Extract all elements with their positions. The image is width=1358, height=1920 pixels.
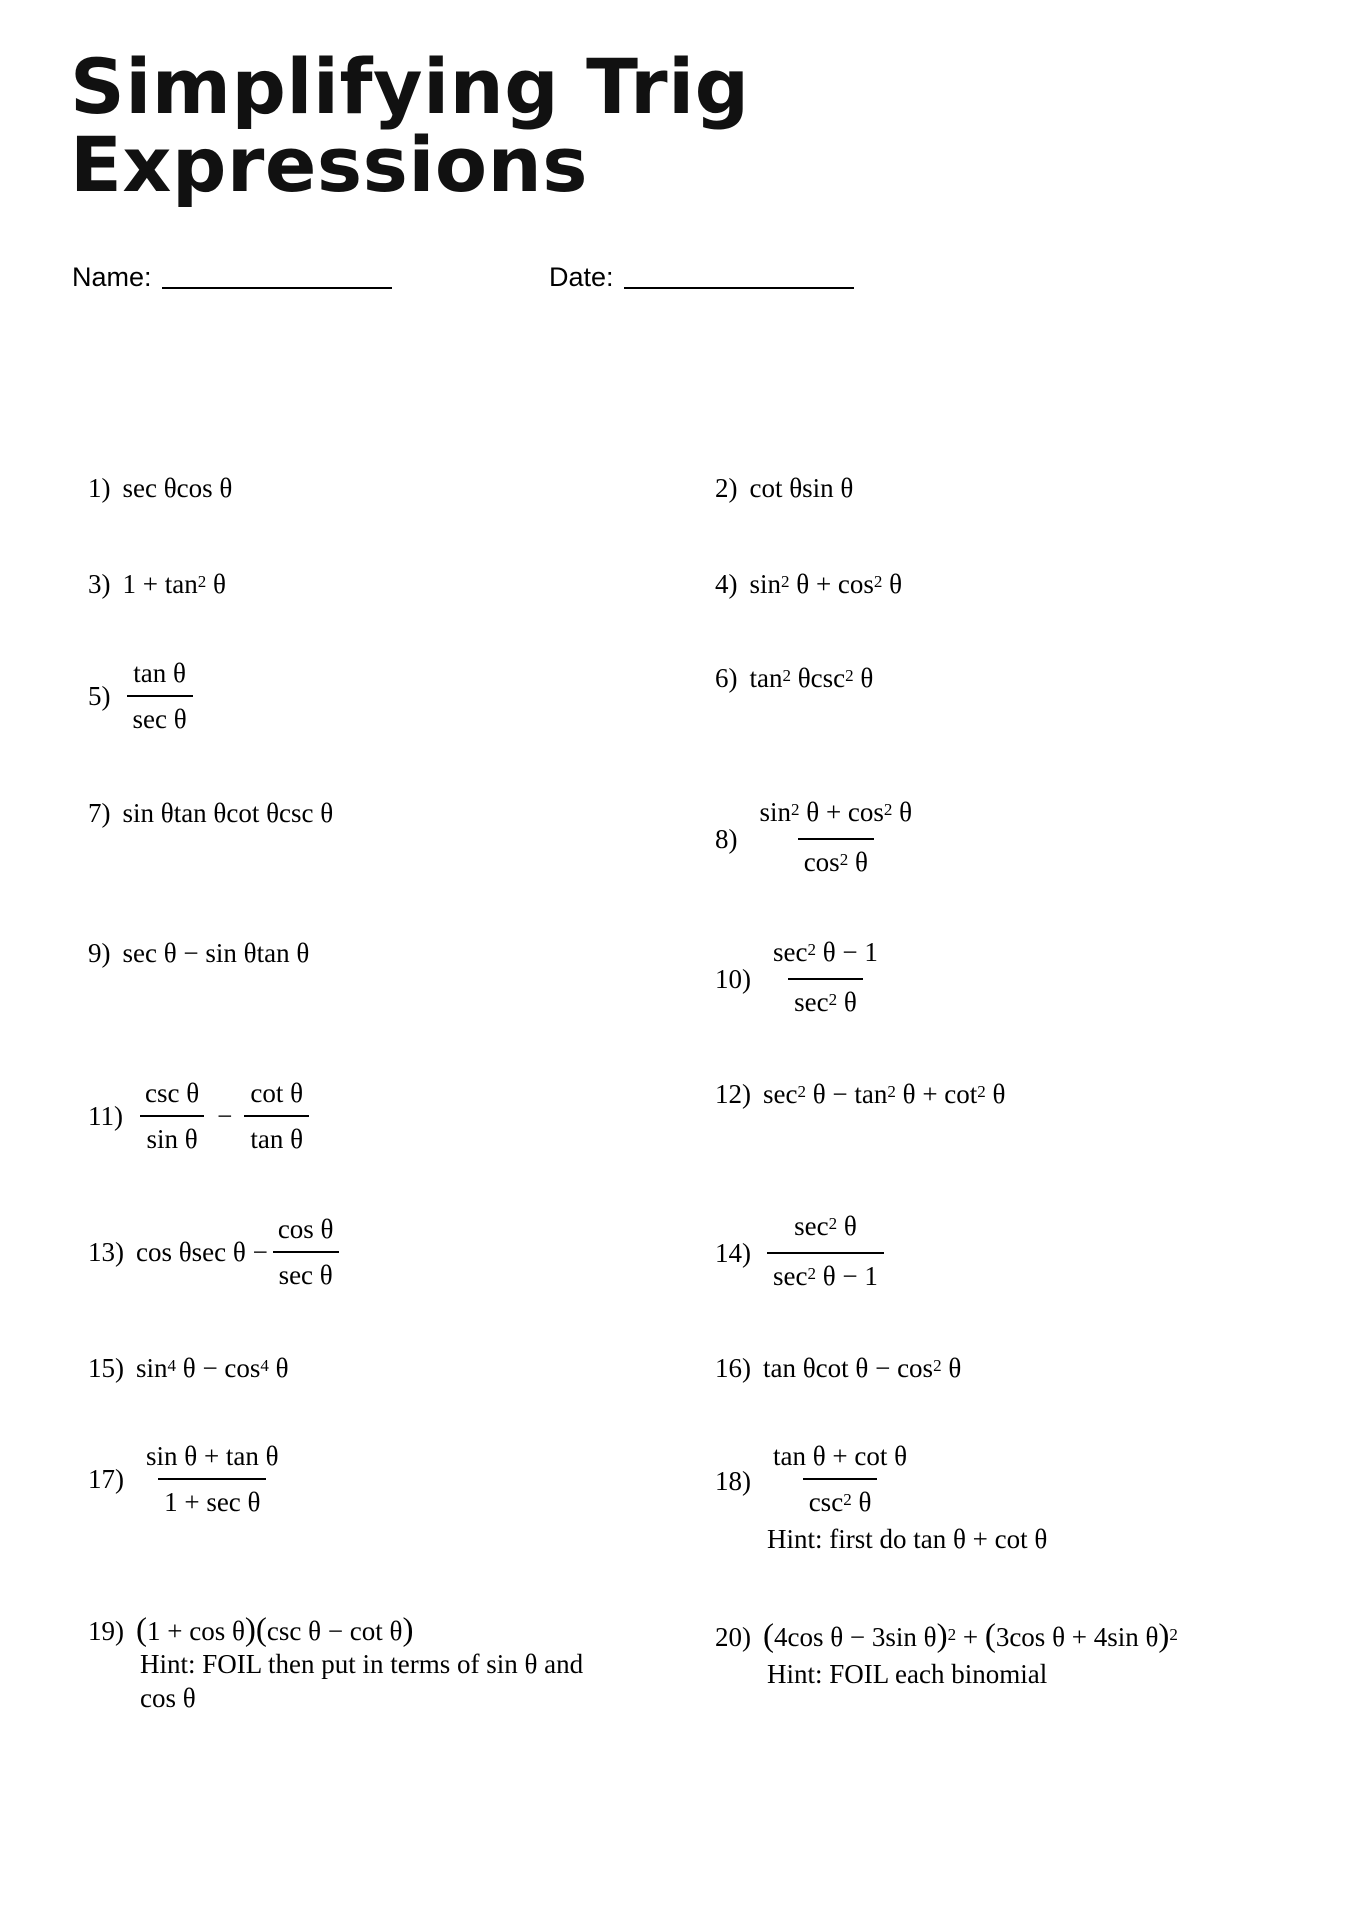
denominator: 1 + sec θ: [158, 1478, 266, 1518]
problem-number: 14): [715, 1238, 751, 1268]
problem-number: 15): [88, 1353, 124, 1383]
name-label: Name:: [72, 262, 152, 292]
numerator: csc θ: [145, 1078, 200, 1108]
fraction-2: [244, 1077, 309, 1155]
date-label: Date:: [549, 262, 614, 292]
problem-18: [715, 1440, 1047, 1556]
problem-number: 20): [715, 1622, 751, 1652]
expression: (1 + cos θ)(csc θ − cot θ): [136, 1612, 414, 1648]
problem-number: 2): [715, 473, 738, 503]
expression: $\sin^4 \theta - \cos^4 \theta$: [136, 1353, 289, 1383]
expression: $\sec^2 \theta - \tan^2 \theta + \cot^2 \theta$: [763, 1079, 1006, 1109]
fraction: [767, 936, 884, 1022]
date-blank-line[interactable]: [624, 265, 854, 289]
problem-number: 7): [88, 798, 111, 828]
expression: $\sin^2 \theta + \cos^2 \theta$: [749, 569, 903, 599]
problem-number: 17): [88, 1464, 124, 1494]
problem-9: [88, 937, 309, 969]
name-field[interactable]: [72, 262, 392, 293]
hint-line-2: cos θ: [140, 1683, 196, 1713]
fraction: [140, 1440, 285, 1518]
denominator: $\csc^2 \theta$: [803, 1478, 878, 1522]
denominator: sec θ: [127, 695, 193, 735]
expression: $1 + \tan^2 \theta$: [122, 569, 226, 599]
problem-16: [715, 1352, 961, 1388]
denominator: $\cos^2 \theta$: [798, 838, 874, 882]
fraction-1: [139, 1077, 205, 1155]
problem-number: 18): [715, 1466, 751, 1496]
numerator: $\sec^2 \theta$: [794, 1211, 857, 1241]
problem-3: [88, 568, 226, 604]
numerator: cot θ: [250, 1078, 304, 1108]
expression: (4cos θ − 3sin θ)$^2$ + (3cos θ + 4sin θ)$^2$: [763, 1618, 1178, 1654]
fraction: [127, 657, 193, 735]
name-blank-line[interactable]: [162, 265, 392, 289]
problem-number: 11): [88, 1101, 123, 1131]
problem-number: 8): [715, 824, 738, 854]
fraction: [767, 1440, 913, 1522]
fraction: [272, 1213, 340, 1291]
problem-15: [88, 1352, 289, 1388]
expression: sec θcos θ: [122, 473, 233, 503]
numerator: tan θ + cot θ: [773, 1441, 908, 1471]
fraction: [754, 796, 919, 882]
date-field[interactable]: [549, 262, 854, 293]
hint-line-1: Hint: FOIL then put in terms of sin θ and: [140, 1649, 584, 1679]
problem-number: 10): [715, 964, 751, 994]
expression: tan θcot $\theta - \cos^2 \theta$: [763, 1353, 962, 1383]
problem-number: 12): [715, 1079, 751, 1109]
problem-4: [715, 568, 902, 604]
problem-20: [715, 1620, 1178, 1691]
problem-8: [715, 796, 922, 882]
expression: sec θ − sin θtan θ: [122, 938, 310, 968]
problem-13: [88, 1213, 344, 1291]
denominator: sec θ: [273, 1251, 339, 1291]
problem-number: 13): [88, 1237, 124, 1267]
problem-7: [88, 797, 333, 829]
problem-number: 9): [88, 938, 111, 968]
expression: cot θsin θ: [749, 473, 854, 503]
problem-6: [715, 662, 873, 698]
leading-expression: cos θsec θ −: [136, 1237, 268, 1267]
numerator: tan θ: [133, 658, 186, 688]
problem-1: [88, 472, 232, 504]
problem-number: 5): [88, 681, 111, 711]
expression: sin θtan θcot θcsc θ: [122, 798, 334, 828]
problem-19: [88, 1614, 583, 1715]
problem-5: [88, 657, 197, 735]
title-line-1: Simplifying Trig: [70, 42, 750, 131]
numerator: sin θ + tan θ: [146, 1441, 279, 1471]
problem-2: [715, 472, 853, 504]
expression: $\tan^2 \theta\csc^2$ θ: [749, 663, 874, 693]
hint: Hint: first do tan θ + cot θ: [767, 1524, 1048, 1554]
numerator: $\sec^2 \theta - 1$: [773, 937, 878, 967]
problem-12: [715, 1078, 1005, 1114]
problem-number: 16): [715, 1353, 751, 1383]
denominator: $\sec^2 \theta - 1$: [767, 1252, 884, 1296]
problem-number: 3): [88, 569, 111, 599]
problem-14: [715, 1210, 888, 1296]
denominator: sin θ: [140, 1115, 203, 1155]
page-title: [70, 42, 750, 209]
problem-number: 1): [88, 473, 111, 503]
denominator: $\sec^2 \theta$: [788, 978, 863, 1022]
numerator: cos θ: [277, 1214, 334, 1244]
hint: Hint: FOIL each binomial: [767, 1659, 1048, 1689]
numerator: $\sin^2 \theta + \cos^2 \theta$: [759, 797, 913, 827]
problem-17: [88, 1440, 289, 1518]
problem-number: 19): [88, 1616, 124, 1646]
problem-number: 6): [715, 663, 738, 693]
fraction: [767, 1210, 884, 1296]
problem-10: [715, 936, 888, 1022]
denominator: tan θ: [244, 1115, 309, 1155]
minus-operator: −: [217, 1101, 233, 1131]
title-line-2: Expressions: [70, 120, 588, 209]
problem-11: [88, 1077, 313, 1155]
problem-number: 4): [715, 569, 738, 599]
